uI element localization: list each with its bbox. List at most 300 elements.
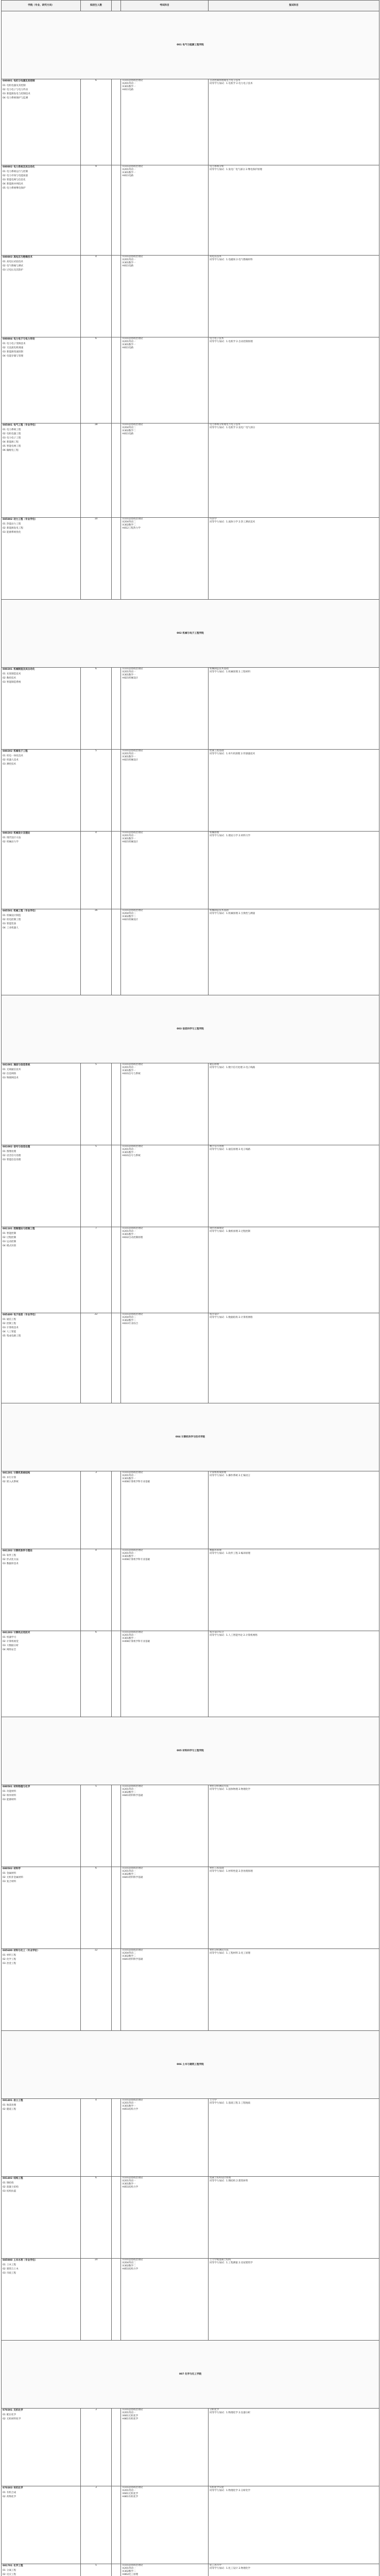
unit-heading [3, 1785, 79, 1790]
major-code: 02 [3, 1323, 6, 1325]
major-code: 02 [3, 759, 6, 761]
unit-code: 080804 [3, 338, 13, 341]
major-code: 03 [3, 681, 6, 684]
major-item [3, 754, 79, 758]
unit-code: 080203 [3, 832, 13, 835]
exam-item: ②201英语一 [122, 2102, 136, 2105]
retest-item: 同等学力加试：1.软件工程 2.编译原理 [210, 1552, 251, 1555]
retest-subjects [209, 165, 379, 256]
exam-item: ④832自动控制原理 [122, 1236, 143, 1239]
major-code: 05 [3, 445, 6, 448]
exam-item: ①101思想政治理论 [122, 2099, 143, 2102]
major-item [3, 436, 79, 440]
plan-count: 3 [81, 2486, 112, 2564]
exam-subjects [121, 1949, 209, 2031]
exam-item: ④811电路 [122, 265, 134, 267]
major-name: 电力系统工程 [6, 429, 21, 431]
plan-count: 5 [81, 750, 112, 832]
exam-item: ②201英语一 [122, 835, 136, 837]
major-item [3, 1236, 79, 1240]
retest-item: 同等学力加试：1.电机学 2.发电厂电气部分 [210, 427, 255, 429]
unit-name: 材料物理与化学 [13, 1786, 30, 1788]
retest-item: 现代控制理论 [210, 1227, 224, 1230]
unit-code: 080802 [3, 166, 13, 168]
exam-item: ①101思想政治理论 [122, 1867, 143, 1870]
major-code: 02 [3, 1481, 6, 1483]
plan-count: 6 [81, 1867, 112, 1949]
major-item [3, 96, 79, 100]
major-item [3, 1476, 79, 1480]
blank-cell [112, 1949, 121, 2031]
exam-item: ①101思想政治理论 [122, 750, 143, 752]
exam-item: ④811电路 [122, 89, 134, 91]
unit-code: 081101 [3, 1228, 13, 1230]
exam-item: ②201英语一 [122, 2180, 136, 2182]
exam-subjects [121, 337, 209, 423]
major-item [3, 1794, 79, 1798]
retest-item: 程序设计 [210, 1313, 219, 1316]
exam-item: ②201英语一 [122, 1870, 136, 1873]
retest-subjects [209, 518, 379, 600]
unit-heading [3, 2564, 79, 2569]
major-code: 03 [3, 2272, 6, 2275]
blank-cell [112, 2409, 121, 2486]
major-code: 02 [3, 2418, 6, 2420]
major-name: 药物化学 [6, 2496, 16, 2498]
retest-subjects [209, 1227, 379, 1313]
major-code: 01 [3, 1069, 6, 1071]
unit-row [2, 79, 379, 165]
exam-item: ③302数学二 [122, 2265, 136, 2267]
exam-item: ①101思想政治理论 [122, 518, 143, 520]
major-name: 控制工程 [6, 1323, 16, 1325]
plan-count: 5 [81, 2564, 112, 2576]
retest-item: 有机化学实验 [210, 2486, 224, 2489]
retest-subjects [209, 1063, 379, 1145]
retest-item: 同等学力加试：1.数据结构 2.计算机网络 [210, 1316, 253, 1319]
major-name: 新能源并网技术 [6, 183, 24, 185]
exam-item: ①101思想政治理论 [122, 2177, 143, 2179]
exam-item: ②201英语一 [122, 2567, 136, 2570]
unit-cell [2, 337, 81, 423]
major-name: 有机合成 [6, 2492, 16, 2494]
retest-item: 同等学力加试：1.电磁场 2.电气绝缘材料 [210, 259, 253, 261]
major-code: 04 [3, 927, 6, 929]
major-code: 03 [3, 1077, 6, 1079]
unit-heading [3, 1471, 79, 1476]
blank-cell [112, 832, 121, 909]
retest-item: 数据库原理 [210, 1549, 221, 1552]
major-code: 01 [3, 261, 6, 263]
major-item [3, 1334, 79, 1338]
major-code: 03 [3, 531, 6, 534]
major-item [3, 918, 79, 922]
unit-heading [3, 1227, 79, 1232]
unit-name: 电力电子与电力传动 [13, 338, 35, 341]
major-name: 输配电工程 [6, 449, 19, 452]
major-item [3, 2417, 79, 2421]
plan-count: 7 [81, 1227, 112, 1313]
major-code: 01 [3, 1232, 6, 1235]
exam-item: ③302数学二 [122, 524, 136, 527]
retest-subjects [209, 2409, 379, 2486]
unit-code: 085900 [3, 2259, 13, 2262]
unit-row [2, 1145, 379, 1227]
exam-subjects [121, 2409, 209, 2486]
unit-row [2, 2099, 379, 2177]
exam-subjects [121, 2177, 209, 2259]
unit-name: 机械制造及其自动化 [13, 668, 35, 671]
retest-item: 同等学力加试：1.钢结构 2.建筑材料 [210, 2180, 248, 2182]
major-item [3, 531, 79, 535]
exam-item: ①101思想政治理论 [122, 2564, 143, 2567]
major-item [3, 1562, 79, 1566]
plan-count: 4 [81, 832, 112, 909]
retest-item: 同等学力加试：1.工程测量 2.房屋建筑学 [210, 2262, 253, 2264]
major-code: 02 [3, 175, 6, 177]
exam-subjects [121, 1227, 209, 1313]
unit-name: 计算机应用技术 [13, 1632, 30, 1634]
major-code: 05 [3, 1335, 6, 1337]
blank-cell [112, 1549, 121, 1631]
retest-item: 高电压技术 [210, 256, 221, 258]
exam-item: ④821机械设计 [122, 677, 139, 680]
major-name: 数控技术 [6, 677, 16, 680]
exam-item: ③302数学二 [122, 916, 136, 918]
major-item [3, 1068, 79, 1072]
major-code: 02 [3, 841, 6, 843]
retest-subjects [209, 2564, 379, 2576]
major-name: 机器学习 [6, 1636, 16, 1639]
exam-item: ③302数学二 [122, 1955, 136, 1958]
exam-item: ②204英语二 [122, 521, 136, 523]
major-item [3, 2181, 79, 2185]
major-item [3, 428, 79, 432]
exam-subjects [121, 256, 209, 337]
unit-heading [3, 1867, 79, 1872]
exam-item: ②201英语一 [122, 2489, 136, 2492]
major-item [3, 178, 79, 182]
exam-item: ④841材料科学基础 [122, 1876, 143, 1879]
major-code: 01 [3, 171, 6, 173]
exam-item: ②201英语一 [122, 168, 136, 171]
exam-item: ②204英语二 [122, 427, 136, 429]
exam-item: ③301数学一 [122, 674, 136, 676]
exam-subjects [121, 1313, 209, 1403]
blank-cell [112, 79, 121, 165]
major-item [3, 445, 79, 449]
unit-name: 土木水利（专业学位） [13, 2259, 38, 2262]
unit-cell [2, 2409, 81, 2486]
unit-name: 材料与化工（专业学位） [13, 1950, 40, 1952]
major-item [3, 1154, 79, 1158]
retest-item: 同等学力加试：1.电机学 2.电力电子技术 [210, 82, 253, 85]
blank-cell [112, 1631, 121, 1717]
exam-item: ③301数学一 [122, 1478, 136, 1480]
exam-item: ③301数学一 [122, 1233, 136, 1236]
major-name: 电机电器及其控制 [6, 84, 26, 87]
header-plan: 拟招生人数 [81, 1, 112, 11]
retest-item: 分析化学 [210, 2409, 219, 2411]
table-header-row [2, 1, 379, 11]
major-name: 图像处理 [6, 1150, 16, 1153]
plan-count: 10 [81, 518, 112, 600]
exam-item: ③301数学一 [122, 86, 136, 88]
unit-row [2, 2259, 379, 2341]
exam-subjects [121, 750, 209, 832]
retest-subjects [209, 2486, 379, 2564]
plan-count: 12 [81, 1949, 112, 2031]
major-code: 04 [3, 97, 6, 99]
unit-name: 电气工程（专业学位） [13, 424, 38, 427]
plan-count: 6 [81, 79, 112, 165]
plan-count: 6 [81, 668, 112, 750]
major-name: 电力电子变换技术 [6, 343, 26, 345]
major-code: 04 [3, 1245, 6, 1247]
major-item [3, 1648, 79, 1652]
unit-heading [3, 2099, 79, 2104]
blank-cell [112, 2259, 121, 2341]
major-code: 02 [3, 1876, 6, 1879]
major-name: 现代设计方法 [6, 837, 21, 839]
unit-row [2, 909, 379, 995]
plan-count: 6 [81, 1631, 112, 1717]
retest-item: 电力电子技术 [210, 337, 224, 340]
blank-cell [112, 423, 121, 518]
unit-row [2, 256, 379, 337]
major-name: 电力系统保护与监测 [6, 97, 28, 99]
major-name: 软件工程 [6, 1554, 16, 1557]
retest-item: 同等学力加试：1.固体物理 2.物理化学 [210, 1788, 251, 1791]
school-title: 006 土木与建筑工程学院 [2, 2031, 379, 2099]
major-code: 03 [3, 923, 6, 925]
major-code: 04 [3, 1331, 6, 1333]
unit-row [2, 518, 379, 600]
unit-row [2, 1949, 379, 2031]
unit-name: 电机与电器及其控制 [13, 80, 35, 82]
major-name: 地基处理 [6, 2104, 16, 2107]
major-code: 04 [3, 355, 6, 358]
plan-count: 22 [81, 1313, 112, 1403]
major-code: 01 [3, 2264, 6, 2266]
exam-item: ④811电路 [122, 347, 134, 349]
major-code: 01 [3, 2414, 6, 2416]
retest-item: 数字信号处理 [210, 1145, 224, 1148]
blank-cell [112, 2564, 121, 2576]
unit-row [2, 1313, 379, 1403]
unit-cell [2, 256, 81, 337]
school-title-row [2, 11, 379, 79]
major-code: 03 [3, 1962, 6, 1965]
exam-item: ③301数学一 [122, 756, 136, 758]
exam-item: ④831信号与系统 [122, 1155, 141, 1157]
exam-item: ②201英语一 [122, 1475, 136, 1477]
retest-item: 同等学力加试：1.人工智能导论 2.计算机网络 [210, 1634, 257, 1637]
unit-cell [2, 909, 81, 995]
exam-item: ①101思想政治理论 [122, 1631, 143, 1634]
plan-count: 5 [81, 1145, 112, 1227]
unit-cell [2, 668, 81, 750]
school-title: 005 材料科学与工程学院 [2, 1717, 379, 1785]
plan-count: 6 [81, 2177, 112, 2259]
retest-item: 同等学力加试：1.物理化学 2.分析化学 [210, 2489, 251, 2492]
major-code: 01 [3, 1790, 6, 1793]
major-name: 能源材料 [6, 1799, 16, 1801]
blank-cell [112, 2099, 121, 2177]
major-item [3, 1326, 79, 1330]
exam-item: ③301数学一 [122, 344, 136, 346]
major-name: 电力电子工程 [6, 437, 21, 439]
retest-subjects [209, 1471, 379, 1549]
major-item [3, 1558, 79, 1562]
major-item [3, 1644, 79, 1648]
retest-item: 同等学力加试：1.操作系统 2.汇编语言 [210, 1475, 251, 1477]
major-name: 功能材料 [6, 1790, 16, 1793]
major-item [3, 268, 79, 273]
major-code: 01 [3, 1318, 6, 1321]
retest-item: 同等学力加试：1.电机学 2.自动控制原理 [210, 341, 253, 343]
unit-heading [3, 2177, 79, 2181]
major-item [3, 2267, 79, 2272]
unit-code: 085400 [3, 1314, 13, 1316]
exam-item: ④812工程热力学 [122, 527, 141, 530]
major-name: 交直流电机调速 [6, 347, 24, 349]
unit-heading [3, 79, 79, 84]
school-title-row [2, 2031, 379, 2099]
exam-item: ④862化工原理 [122, 2573, 139, 2576]
retest-subjects [209, 337, 379, 423]
exam-item: ④851结构力学 [122, 2186, 139, 2189]
exam-subjects [121, 2099, 209, 2177]
unit-row [2, 2564, 379, 2576]
major-item [3, 2573, 79, 2576]
retest-item: 同等学力加试：1.材料性能 2.热处理原理 [210, 1870, 253, 1873]
plan-count: 9 [81, 165, 112, 256]
major-item [3, 926, 79, 930]
exam-item: ②204英语二 [122, 912, 136, 915]
unit-cell [2, 2259, 81, 2341]
major-item [3, 1876, 79, 1880]
plan-count: 4 [81, 1549, 112, 1631]
major-item [3, 1640, 79, 1644]
plan-count: 3 [81, 1471, 112, 1549]
major-item [3, 1330, 79, 1334]
retest-subjects [209, 668, 379, 750]
retest-item: 混凝土结构设计原理 [210, 2177, 231, 2179]
exam-subjects [121, 832, 209, 909]
major-item [3, 922, 79, 926]
unit-cell [2, 1145, 81, 1227]
major-name: 热能动力工程 [6, 523, 21, 526]
unit-heading [3, 1145, 79, 1150]
blank-cell [112, 337, 121, 423]
major-code: 02 [3, 1558, 6, 1561]
retest-item: 电力系统分析 [210, 165, 224, 168]
unit-cell [2, 1227, 81, 1313]
retest-subjects [209, 2099, 379, 2177]
major-name: 化学工程 [6, 1958, 16, 1961]
retest-item: 同等学力加试：1.理论力学 2.材料力学 [210, 835, 251, 837]
unit-row [2, 1227, 379, 1313]
major-name: 形式化方法 [6, 1558, 19, 1561]
major-name: 嵌入式系统 [6, 1481, 19, 1483]
major-name: 无机非金属材料 [6, 1876, 24, 1879]
major-item [3, 174, 79, 178]
retest-item: 计算机组成原理 [210, 1471, 227, 1474]
unit-code: 081001 [3, 1064, 13, 1066]
exam-item: ①101思想政治理论 [122, 832, 143, 834]
retest-subjects [209, 256, 379, 337]
major-name: 机器人技术 [6, 759, 19, 761]
exam-item: ③302数学二 [122, 2570, 136, 2573]
plan-count: 3 [81, 2409, 112, 2486]
unit-code: 070303 [3, 2487, 13, 2489]
unit-name: 计算机软件与理论 [13, 1550, 32, 1552]
retest-item: 同等学力加试：1.工程材料 2.化工原理 [210, 1952, 251, 1955]
exam-subjects [121, 518, 209, 600]
blank-cell [112, 750, 121, 832]
exam-item: ①101思想政治理论 [122, 2259, 143, 2261]
exam-item: ③302数学二 [122, 430, 136, 432]
major-name: 物联网技术 [6, 1077, 19, 1079]
major-name: 机械动力学 [6, 841, 19, 843]
blank-cell [112, 2486, 121, 2564]
major-name: 金属材料 [6, 1872, 16, 1875]
retest-item: 土力学 [210, 2099, 217, 2102]
major-name: 通信工程 [6, 1318, 16, 1321]
retest-item: 通信原理 [210, 1063, 219, 1066]
retest-subjects [209, 1549, 379, 1631]
unit-heading [3, 1063, 79, 1068]
exam-subjects [121, 1785, 209, 1867]
major-item [3, 88, 79, 92]
major-code: 05 [3, 187, 6, 190]
major-item [3, 2190, 79, 2194]
exam-item: ④861有机化学 [122, 2418, 139, 2420]
retest-item: 同等学力加试：1.机械原理 2.工程材料 [210, 671, 251, 673]
major-name: 计算机视觉 [6, 1640, 19, 1643]
unit-code: 081201 [3, 1472, 13, 1475]
major-name: 电机电器工程 [6, 433, 21, 435]
major-code: 01 [3, 1477, 6, 1479]
exam-item: ④408计算机学科专业基础 [122, 1481, 150, 1483]
unit-row [2, 1631, 379, 1717]
unit-name: 电力系统及其自动化 [13, 166, 35, 168]
major-code: 06 [3, 449, 6, 452]
major-item [3, 681, 79, 685]
major-code: 01 [3, 1954, 6, 1957]
unit-cell [2, 750, 81, 832]
major-code: 01 [3, 429, 6, 431]
exam-item: ③302数学二 [122, 1791, 136, 1794]
exam-item: ③301数学一 [122, 1555, 136, 1558]
major-name: 结构抗震 [6, 2190, 16, 2193]
exam-item: ②201英语一 [122, 1066, 136, 1069]
major-name: 新能源变流控制 [6, 351, 24, 353]
exam-item: ④831信号与系统 [122, 1073, 141, 1075]
major-item [3, 2491, 79, 2495]
major-item [3, 676, 79, 681]
retest-subjects [209, 1949, 379, 2031]
major-item [3, 2495, 79, 2499]
unit-row [2, 1549, 379, 1631]
header-retest: 复试科目 [209, 1, 379, 11]
major-name: 电气绝缘与测试 [6, 265, 24, 267]
unit-name: 化学工程 [13, 2565, 23, 2567]
major-item [3, 449, 79, 453]
retest-item: 同等学力加试：1.微机原理 2.过程控制 [210, 1230, 251, 1233]
major-name: 先进制造技术 [6, 673, 21, 675]
